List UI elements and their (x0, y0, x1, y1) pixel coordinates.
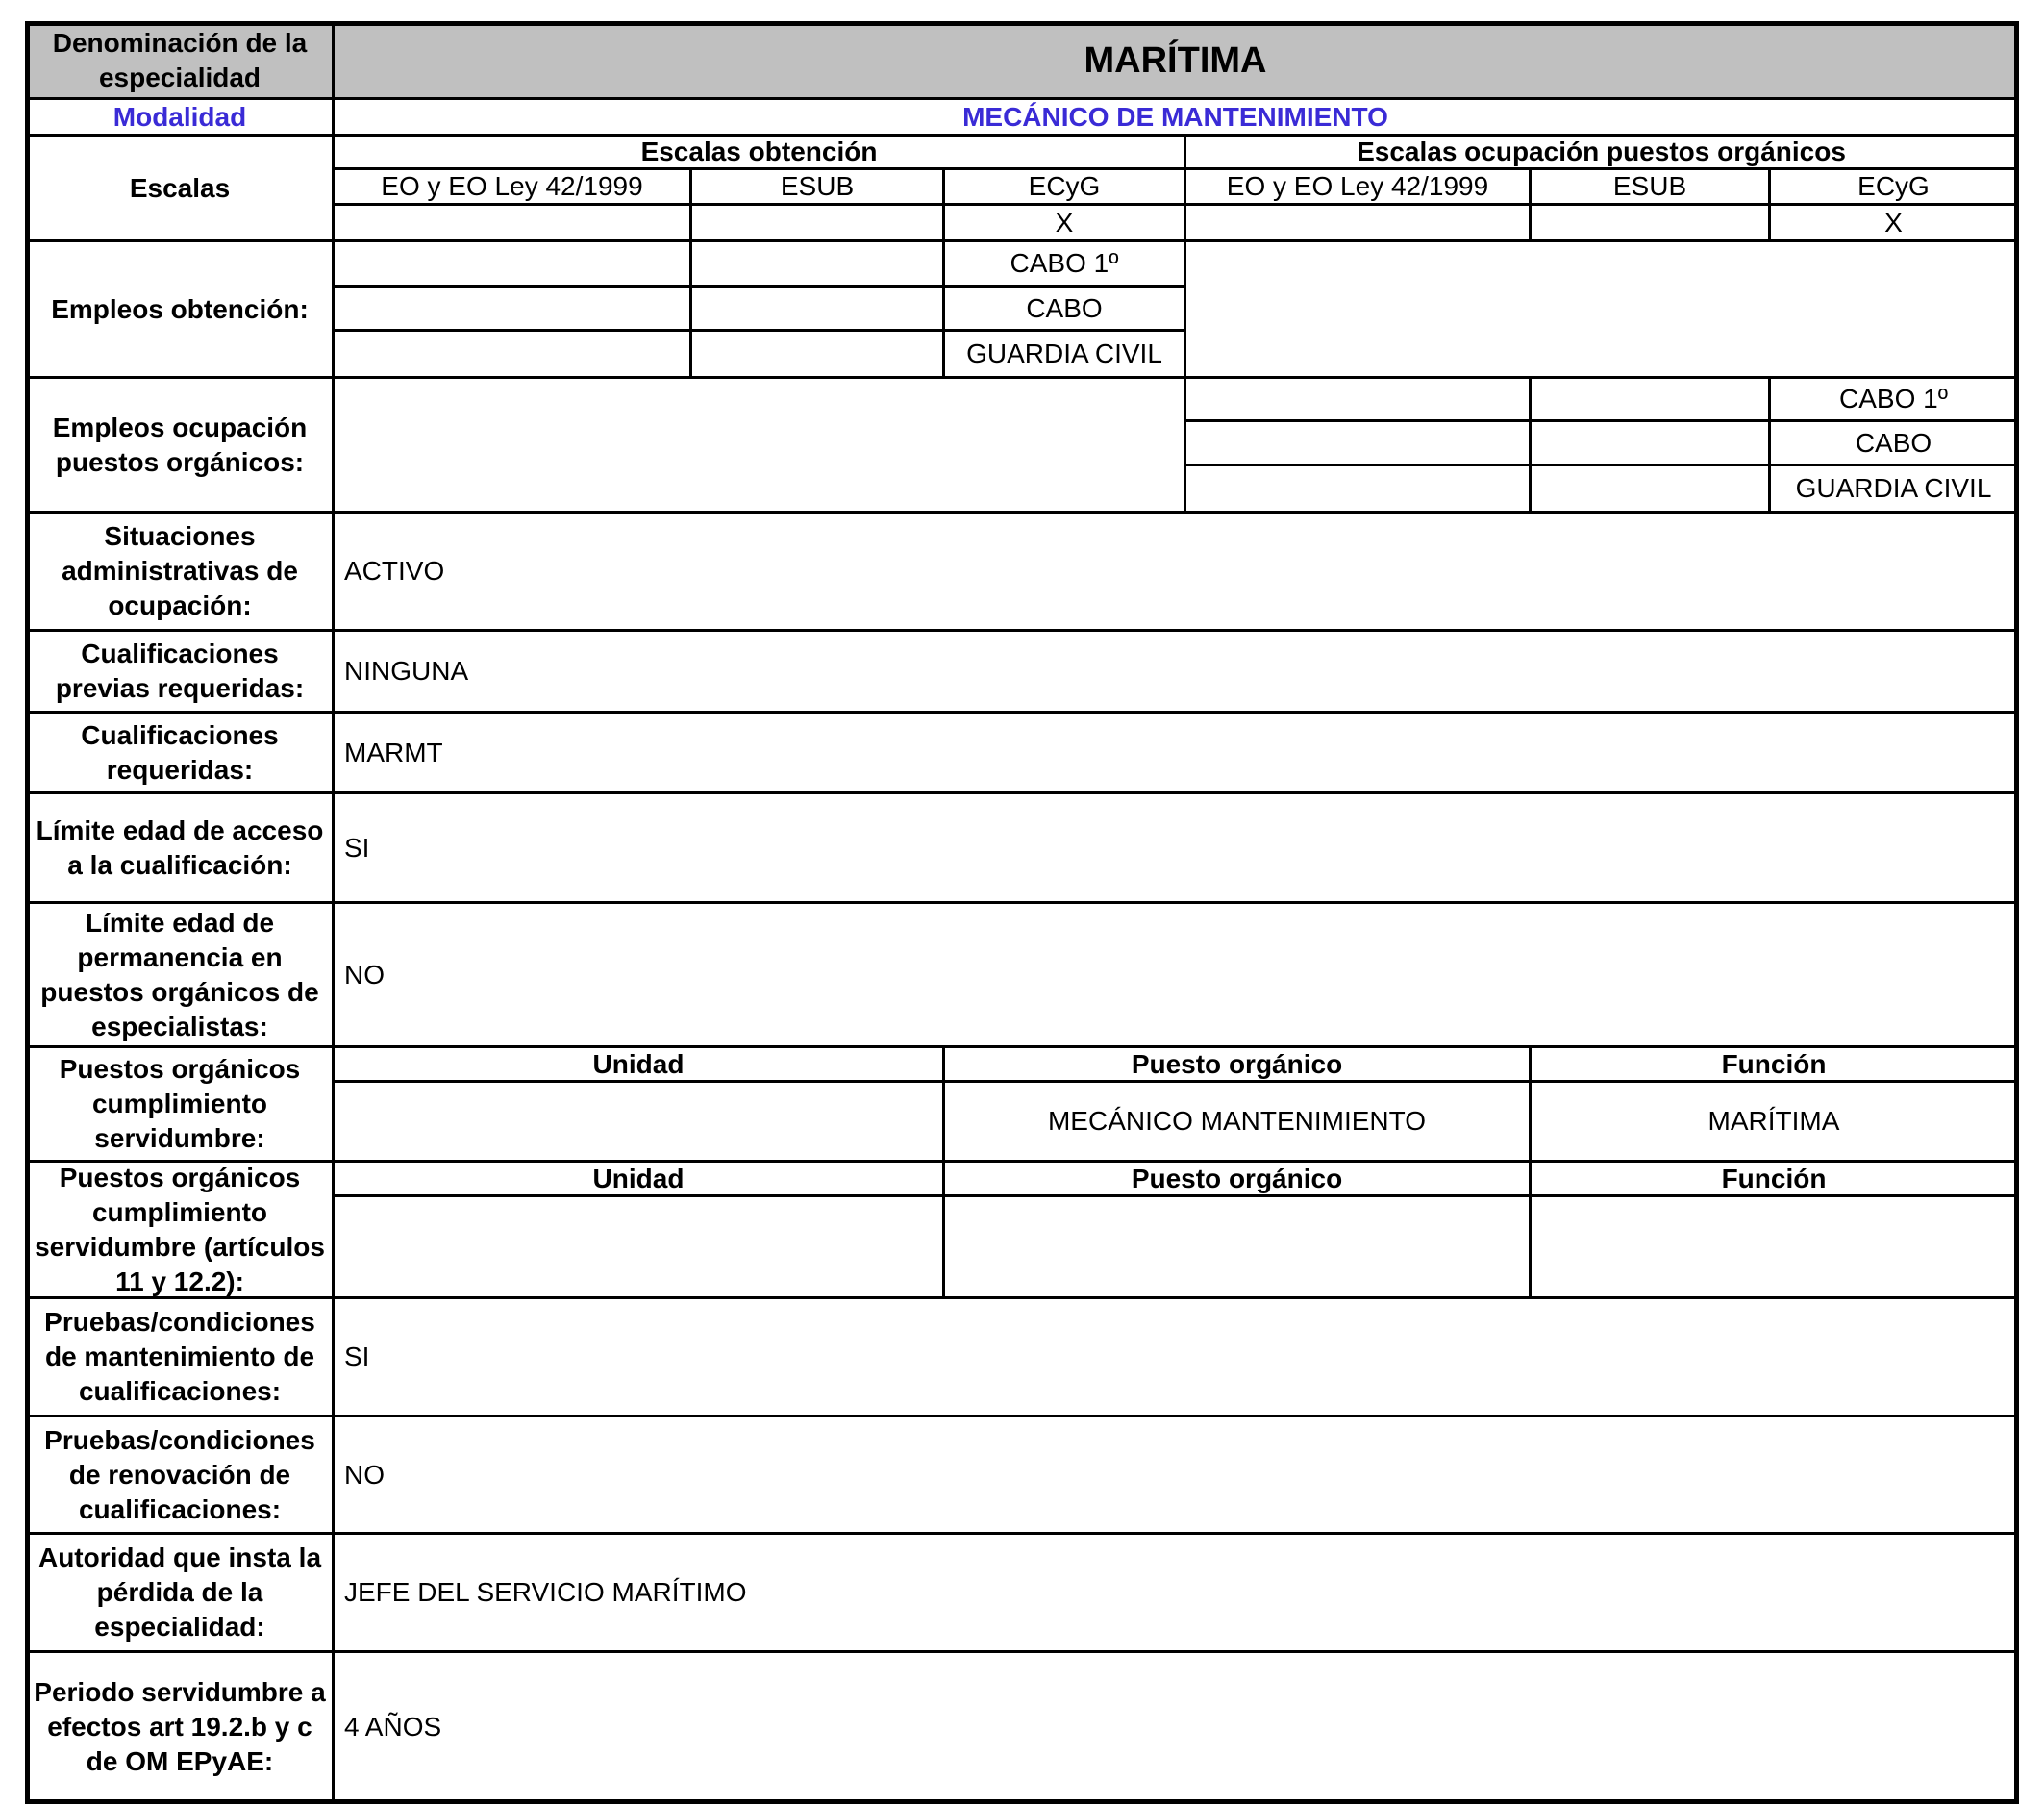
empleo-obtencion-ecyg: GUARDIA CIVIL (942, 329, 1186, 379)
situaciones-value: ACTIVO (332, 511, 2019, 632)
cualificaciones-previas-value: NINGUNA (332, 629, 2019, 714)
empleo-cell (1184, 419, 1532, 466)
empleo-cell (1184, 376, 1532, 422)
funcion-header: Función (1529, 1045, 2019, 1083)
escala-column-header: ESUB (1529, 167, 1771, 206)
puesto-organico-value (942, 1194, 1532, 1299)
autoridad-value: JEFE DEL SERVICIO MARÍTIMO (332, 1532, 2019, 1653)
escala-mark (1184, 203, 1532, 242)
puestos-servidumbre-label: Puestos orgánicos cumplimiento servidumbre: (25, 1045, 335, 1163)
limite-acceso-label: Límite edad de acceso a la cualificación: (25, 791, 335, 904)
empleo-cell (1529, 376, 1771, 422)
puestos-articulos-label: Puestos orgánicos cumplimiento servidumbre (artículos 11 y 12.2): (25, 1160, 335, 1299)
autoridad-label: Autoridad que insta la pérdida de la especialidad: (25, 1532, 335, 1653)
funcion-header: Función (1529, 1160, 2019, 1197)
empleos-obtencion-label: Empleos obtención: (25, 239, 335, 379)
escala-mark: X (942, 203, 1186, 242)
escalas-label: Escalas (25, 134, 335, 242)
empleo-ocupacion-empty (332, 376, 1186, 514)
empleo-cell (1529, 464, 1771, 514)
especialidad-title: MARÍTIMA (332, 21, 2019, 100)
escala-column-header: ECyG (1768, 167, 2019, 206)
empleos-ocupacion-label: Empleos ocupación puestos orgánicos: (25, 376, 335, 514)
cualificaciones-previas-label: Cualificaciones previas requeridas: (25, 629, 335, 714)
periodo-label: Periodo servidumbre a efectos art 19.2.b y c de OM EPyAE: (25, 1650, 335, 1804)
limite-permanencia-label: Límite edad de permanencia en puestos orgánicos de especialistas: (25, 901, 335, 1048)
pruebas-mantenimiento-label: Pruebas/condiciones de mantenimiento de cualificaciones: (25, 1296, 335, 1417)
cualificaciones-requeridas-label: Cualificaciones requeridas: (25, 711, 335, 794)
empleo-ocupacion-ecyg: CABO 1º (1768, 376, 2019, 422)
modalidad-value: MECÁNICO DE MANTENIMIENTO (332, 97, 2019, 137)
escala-mark (1529, 203, 1771, 242)
escala-mark: X (1768, 203, 2019, 242)
periodo-value: 4 AÑOS (332, 1650, 2019, 1804)
unidad-header: Unidad (332, 1045, 945, 1083)
funcion-value (1529, 1194, 2019, 1299)
situaciones-label: Situaciones administrativas de ocupación: (25, 511, 335, 632)
pruebas-renovacion-label: Pruebas/condiciones de renovación de cualificaciones: (25, 1415, 335, 1535)
empleo-obtencion-ecyg: CABO (942, 285, 1186, 332)
empleo-cell (332, 329, 692, 379)
escala-mark (689, 203, 945, 242)
unidad-header: Unidad (332, 1160, 945, 1197)
escalas-ocupacion-header: Escalas ocupación puestos orgánicos (1184, 134, 2019, 170)
empleo-cell (1529, 419, 1771, 466)
empleo-cell (1184, 464, 1532, 514)
escala-column-header: ESUB (689, 167, 945, 206)
unidad-value (332, 1080, 945, 1163)
empleo-obtencion-ecyg: CABO 1º (942, 239, 1186, 288)
empleo-cell (332, 239, 692, 288)
puesto-organico-header: Puesto orgánico (942, 1160, 1532, 1197)
pruebas-renovacion-value: NO (332, 1415, 2019, 1535)
puesto-organico-header: Puesto orgánico (942, 1045, 1532, 1083)
empleo-ocupacion-ecyg: GUARDIA CIVIL (1768, 464, 2019, 514)
denominacion-label: Denominación de la especialidad (25, 21, 335, 100)
especialidad-form (25, 21, 2019, 1804)
escala-column-header: EO y EO Ley 42/1999 (1184, 167, 1532, 206)
limite-acceso-value: SI (332, 791, 2019, 904)
cualificaciones-requeridas-value: MARMT (332, 711, 2019, 794)
escala-mark (332, 203, 692, 242)
limite-permanencia-value: NO (332, 901, 2019, 1048)
empleo-ocupacion-ecyg: CABO (1768, 419, 2019, 466)
unidad-value (332, 1194, 945, 1299)
funcion-value: MARÍTIMA (1529, 1080, 2019, 1163)
escala-column-header: ECyG (942, 167, 1186, 206)
escalas-obtencion-header: Escalas obtención (332, 134, 1186, 170)
escala-column-header: EO y EO Ley 42/1999 (332, 167, 692, 206)
empleo-obtencion-empty (1184, 239, 2019, 379)
modalidad-label: Modalidad (25, 97, 335, 137)
empleo-cell (689, 329, 945, 379)
puesto-organico-value: MECÁNICO MANTENIMIENTO (942, 1080, 1532, 1163)
empleo-cell (332, 285, 692, 332)
pruebas-mantenimiento-value: SI (332, 1296, 2019, 1417)
empleo-cell (689, 285, 945, 332)
empleo-cell (689, 239, 945, 288)
